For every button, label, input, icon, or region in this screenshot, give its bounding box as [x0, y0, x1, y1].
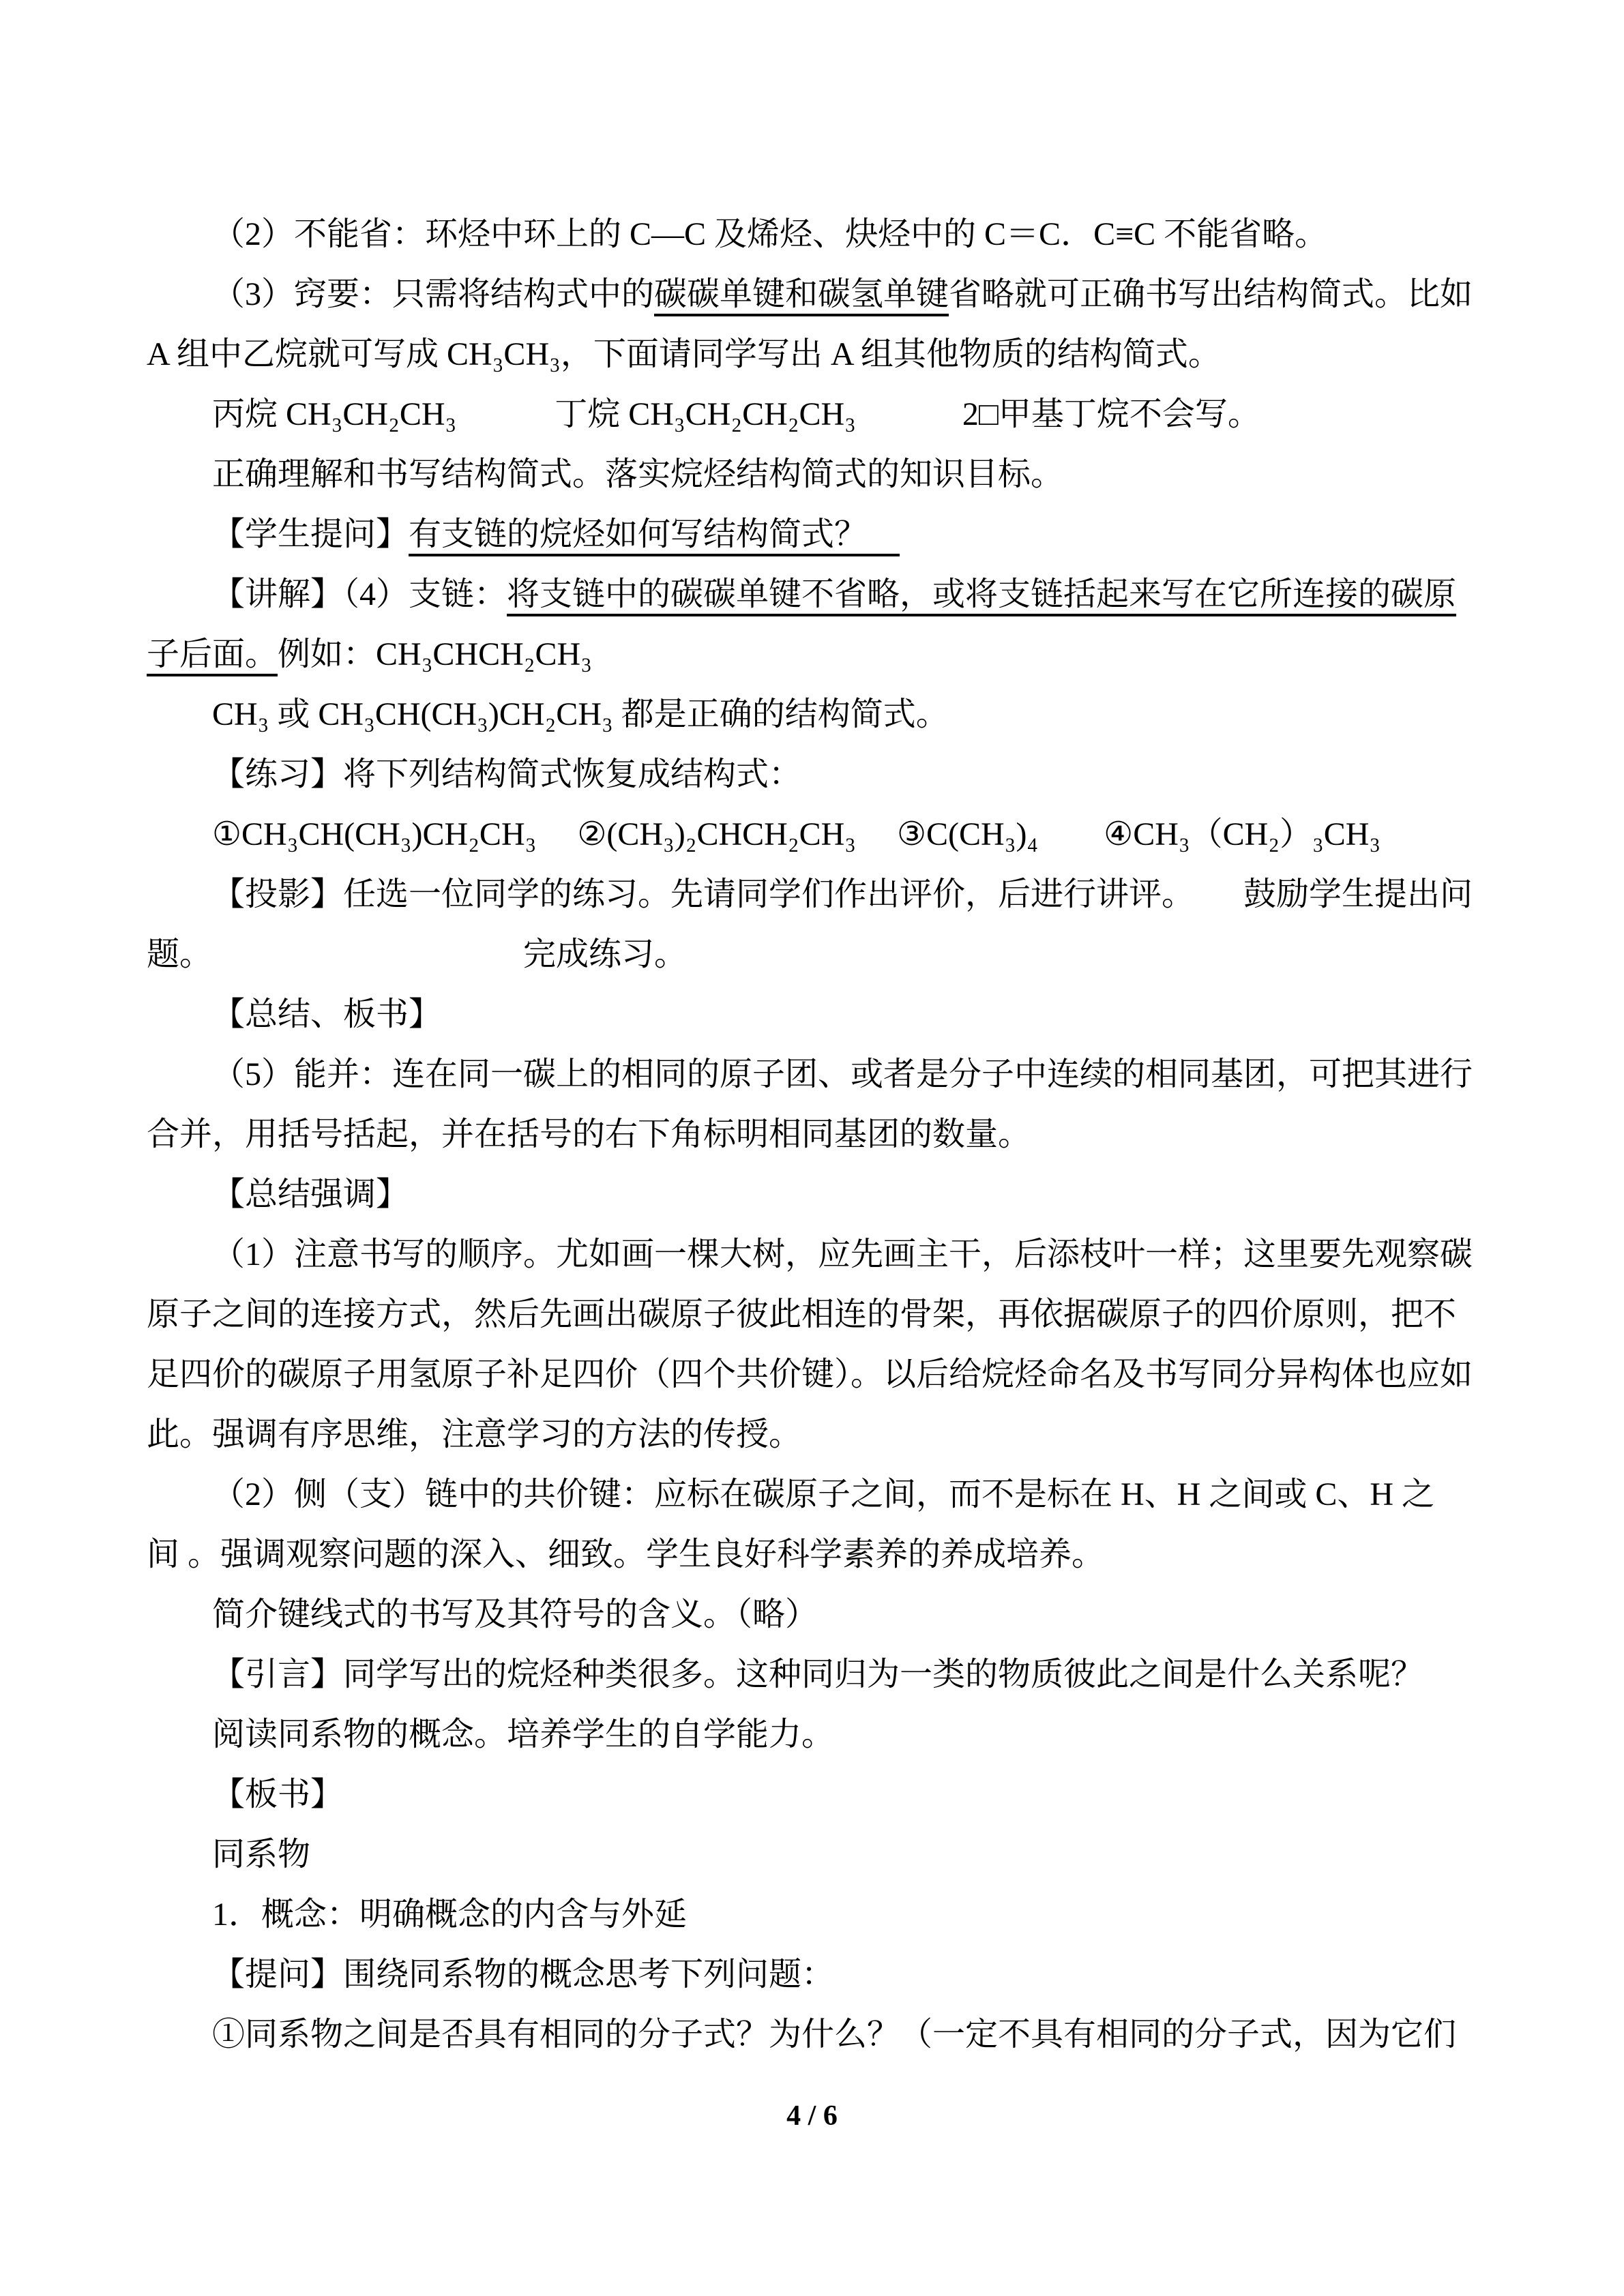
text-segment: （1）注意书写的顺序。尤如画一棵大树，应先画主干，后添枝叶一样；这里要先观察碳: [212, 1236, 1473, 1272]
text-segment: A 组中乙烷就可写成 CH₃CH₃，下面请同学写出 A 组其他物质的结构简式。: [147, 336, 1221, 372]
text-segment: 丙烷 CH₃CH₂CH₃ 丁烷 CH₃CH₂CH₂CH₃ 2□甲基丁烷不会写。: [212, 396, 1260, 432]
paragraph-line: [147, 985, 1488, 1045]
text-segment: 题。 完成练习。: [147, 936, 688, 972]
text-segment: 【引言】同学写出的烷烃种类很多。这种同归为一类的物质彼此之间是什么关系呢？: [212, 1656, 1424, 1693]
paragraph-line: [147, 445, 1488, 505]
paragraph-line: [147, 265, 1488, 325]
text-segment: 此。强调有序思维，注意学习的方法的传授。: [147, 1416, 802, 1452]
text-segment: 【总结强调】: [212, 1176, 409, 1212]
text-segment: 【提问】围绕同系物的概念思考下列问题：: [212, 1956, 835, 1993]
paragraph-line: [147, 1105, 1488, 1165]
paragraph-line: [147, 1345, 1488, 1405]
text-segment: 1．概念：明确概念的内含与外延: [212, 1896, 688, 1933]
paragraph-line: [147, 1825, 1488, 1885]
paragraph-line: [147, 1645, 1488, 1705]
text-segment: ①CH₃CH(CH₃)CH₂CH₃ ②(CH₃)₂CHCH₂CH₃ ③C(CH₃)₄ ④CH₃（CH₂）₃CH₃: [212, 816, 1381, 852]
text-segment: 【板书】: [212, 1776, 344, 1813]
text-segment: 【讲解】（4）支链：: [212, 576, 507, 612]
text-segment: 原子之间的连接方式，然后先画出碳原子彼此相连的骨架，再依据碳原子的四价原则，把不: [147, 1296, 1457, 1332]
text-segment: 阅读同系物的概念。培养学生的自学能力。: [212, 1716, 835, 1753]
text-segment: 简介键线式的书写及其符号的含义。（略）: [212, 1596, 818, 1632]
text-segment: 【练习】将下列结构简式恢复成结构式：: [212, 756, 802, 792]
paragraph-line: [147, 685, 1488, 745]
text-segment: 例如：CH₃CHCH₂CH₃: [278, 636, 592, 672]
paragraph-line: [147, 1885, 1488, 1945]
paragraph-line: [147, 745, 1488, 805]
paragraph-line: [147, 1765, 1488, 1825]
paragraph-line: [147, 1225, 1488, 1285]
paragraph-line: [147, 1945, 1488, 2005]
page-number: 4 / 6: [786, 2100, 838, 2132]
text-segment: 合并，用括号括起，并在括号的右下角标明相同基团的数量。: [147, 1116, 1031, 1152]
text-segment: （5）能并：连在同一碳上的相同的原子团、或者是分子中连续的相同基团，可把其进行: [212, 1056, 1473, 1092]
paragraph-line: [147, 2005, 1488, 2065]
document-body: [147, 205, 1488, 2065]
paragraph-line: [147, 1165, 1488, 1225]
paragraph-line: [147, 625, 1488, 685]
underlined-text-segment: 碳碳单键和碳氢单键: [654, 276, 949, 312]
text-segment: 省略就可正确书写出结构简式。比如: [949, 276, 1473, 312]
paragraph-line: [147, 505, 1488, 565]
paragraph-line: [147, 1285, 1488, 1345]
paragraph-line: [147, 325, 1488, 385]
text-segment: 【学生提问】: [212, 516, 409, 552]
paragraph-line: [147, 1405, 1488, 1465]
paragraph-line: [147, 385, 1488, 445]
text-segment: CH₃ 或 CH₃CH(CH₃)CH₂CH₃ 都是正确的结构简式。: [212, 696, 949, 732]
text-segment: ①同系物之间是否具有相同的分子式？为什么？（一定不具有相同的分子式，因为它们: [212, 2016, 1457, 2053]
paragraph-line: [147, 1585, 1488, 1645]
paragraph-line: [147, 205, 1488, 265]
underlined-text-segment: 子后面。: [147, 636, 278, 672]
text-segment: 正确理解和书写结构简式。落实烷烃结构简式的知识目标。: [212, 456, 1064, 492]
text-segment: 足四价的碳原子用氢原子补足四价（四个共价键）。以后给烷烃命名及书写同分异构体也应如: [147, 1356, 1473, 1392]
text-segment: （2）不能省：环烃中环上的 C—C 及烯烃、炔烃中的 C＝C．C≡C 不能省略。: [212, 216, 1328, 252]
paragraph-line: [147, 565, 1488, 625]
text-segment: （3）窍要：只需将结构式中的: [212, 276, 655, 312]
paragraph-line: [147, 1045, 1488, 1105]
text-segment: 间 。强调观察问题的深入、细致。学生良好科学素养的养成培养。: [147, 1536, 1105, 1572]
paragraph-line: [147, 1525, 1488, 1585]
underlined-text-segment: 有支链的烷烃如何写结构简式？: [409, 516, 900, 552]
paragraph-line: [147, 1705, 1488, 1765]
paragraph-line: [147, 925, 1488, 985]
text-segment: （2）侧（支）链中的共价键：应标在碳原子之间，而不是标在 H、H 之间或 C、H 之: [212, 1476, 1435, 1512]
text-segment: 【投影】任选一位同学的练习。先请同学们作出评价，后进行讲评。 鼓励学生提出问: [212, 876, 1473, 912]
underlined-text-segment: 将支链中的碳碳单键不省略，或将支链括起来写在它所连接的碳原: [507, 576, 1457, 612]
paragraph-line: [147, 1465, 1488, 1525]
paragraph-line: [147, 805, 1488, 865]
paragraph-line: [147, 865, 1488, 925]
text-segment: 同系物: [212, 1836, 311, 1873]
text-segment: 【总结、板书】: [212, 996, 442, 1032]
